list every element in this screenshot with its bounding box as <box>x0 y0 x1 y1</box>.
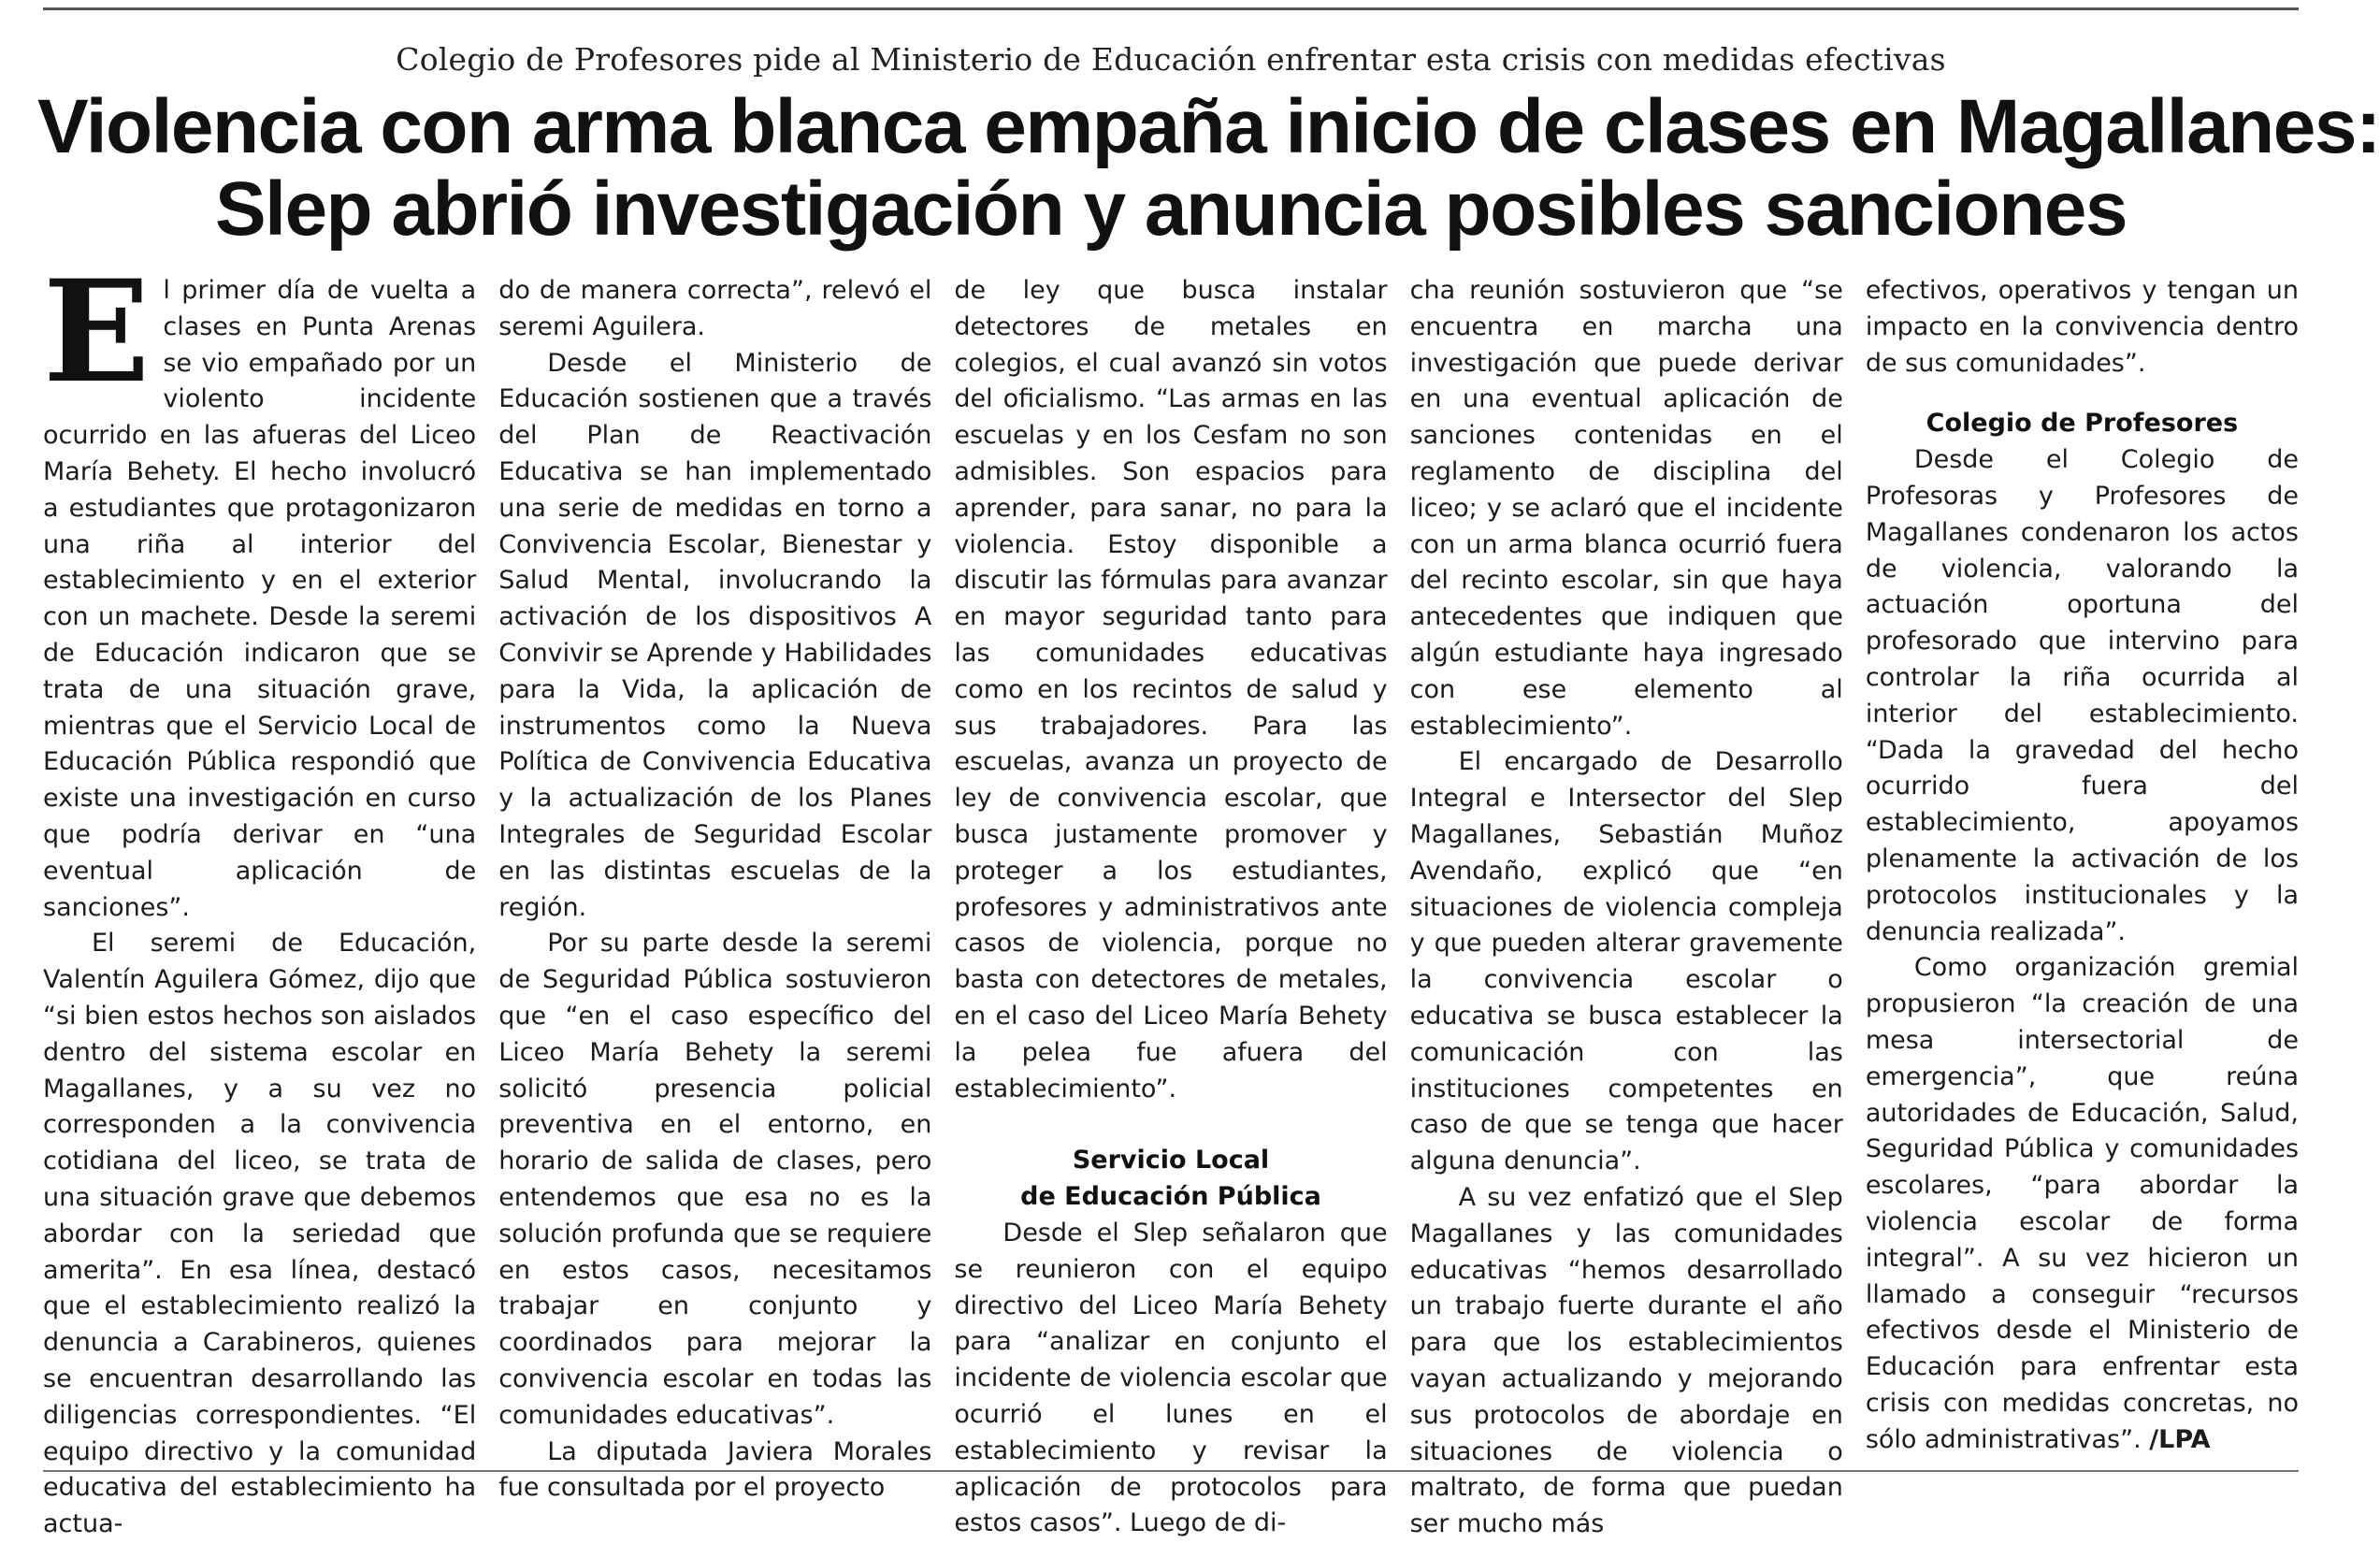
paragraph: de ley que busca instalar detectores de metales en colegios, el cual avanzó sin votos del oficialismo. “Las armas en las escuelas y en los Cesfam no son admisibles. Son espacios para aprender, para sanar, no para la violencia. Estoy disponible a discutir las fórmulas para avanzar en mayor seguridad tanto para las comunidades educativas como en los recintos de salud y sus trabajadores. Para las escuelas, avanza un proyecto de ley de convivencia escolar, que busca justamente promover y proteger a los estudiantes, profesores y administrativos ante casos de violencia, porque no basta con detectores de metales, en el caso del Liceo María Behety la pelea fue afuera del establecimiento”. <box>954 276 1388 1103</box>
paragraph: A su vez enfatizó que el Slep Magallanes y las comunidades educativas “hemos desarrollado un trabajo fuerte durante el año para que los establecimientos vayan actualizando y mejorando sus protocolos de abordaje en situaciones de violencia o maltrato, de forma que puedan ser mucho más <box>1409 1182 1843 1539</box>
paragraph: El encargado de Desarrollo Integral e Intersector del Slep Magallanes, Sebastián Muñoz Avendaño, explicó que “en situaciones de violencia compleja y que pueden alterar gravemente la convivencia escolar o educativa se busca establecer la comunicación con las instituciones competentes en caso de que se tenga que hacer alguna denuncia”. <box>1409 747 1843 1176</box>
paragraph: Desde el Ministerio de Educación sostienen que a través del Plan de Reactivación Educativa se han implementado una serie de medidas en torno a Convivencia Escolar, Bienestar y Salud Mental, involucrando la activación de los dispositivos A Convivir se Aprende y Habilidades para la Vida, la aplicación de instrumentos como la Nueva Política de Convivencia Educativa y la actualización de los Planes Integrales de Seguridad Escolar en las distintas escuelas de la región. <box>498 348 932 922</box>
headline-line-2: Slep abrió investigación y anuncia posibles sanciones <box>214 166 2128 252</box>
paragraph: La diputada Javiera Morales fue consultada por el proyecto <box>498 1436 932 1503</box>
paragraph <box>1866 950 2299 1458</box>
author-signature: /LPA <box>2149 1424 2211 1454</box>
column-5 <box>1866 273 2299 1453</box>
paragraph-text: Como organización gremial propusieron “la creación de una mesa intersectorial de emergencia”, que reúna autoridades de Educación, Salud, Seguridad Pública y comunidades escolares, “para abordar la violencia escolar de forma integral”. A su vez hicieron un llamado a conseguir “recursos efectivos desde el Ministerio de Educación para enfrentar esta crisis con medidas concretas, no sólo administrativas”. <box>1865 953 2300 1454</box>
column-2 <box>498 273 932 1503</box>
paragraph: Desde el Slep señalaron que se reunieron con el equipo directivo del Liceo María Behety para “analizar en conjunto el incidente de violencia escolar que ocurrió el lunes en el establecimiento y revisar la aplicación de protocolos para estos casos”. Luego de di- <box>954 1218 1388 1538</box>
top-rule <box>43 7 2299 10</box>
paragraph: El seremi de Educación, Valentín Aguilera Gómez, dijo que “si bien estos hechos son aislados dentro del sistema escolar en Magallanes, y a su vez no corresponden a la convivencia cotidiana del liceo, se trata de una situación grave que debemos abordar con la seriedad que amerita”. En esa línea, destacó que el establecimiento realizó la denuncia a Carabineros, quienes se encuentran desarrollando las diligencias correspondientes. “El equipo directivo y la comunidad educativa del establecimiento ha actua- <box>43 929 477 1539</box>
column-1 <box>43 250 477 1539</box>
bottom-rule <box>43 1470 2299 1472</box>
column-4 <box>1409 273 1843 1539</box>
subhead-colegio-de-profesores: Colegio de Profesores <box>1926 409 2239 439</box>
headline <box>37 84 2380 252</box>
drop-cap: E <box>43 250 151 414</box>
kicker: Colegio de Profesores pide al Ministerio de Educación enfrentar esta crisis con medidas efectivas <box>396 41 1946 78</box>
paragraph: Por su parte desde la seremi de Seguridad Pública sostuvieron que “en el caso específico del Liceo María Behety la seremi solicitó presencia policial preventiva en el entorno, en horario de salida de clases, pero entendemos que esa no es la solución profunda que se requiere en estos casos, necesitamos trabajar en conjunto y coordinados para mejorar la convivencia escolar en todas las comunidades educativas”. <box>498 929 932 1430</box>
paragraph: cha reunión sostuvieron que “se encuentra en marcha una investigación que puede derivar en una eventual aplicación de sanciones contenidas en el reglamento de disciplina del liceo; y se aclaró que el incidente con un arma blanca ocurrió fuera del recinto escolar, sin que haya antecedentes que indiquen que algún estudiante haya ingresado con ese elemento al establecimiento”. <box>1409 276 1843 741</box>
subhead-servicio-local <box>954 1143 1387 1216</box>
paragraph: efectivos, operativos y tengan un impacto en la convivencia dentro de sus comunidades”. <box>1865 276 2300 378</box>
column-3 <box>954 273 1388 1538</box>
headline-line-1: Violencia con arma blanca empaña inicio de clases en Magallanes: <box>37 84 2380 169</box>
paragraph-text: l primer día de vuelta a clases en Punta Arenas se vio empañado por un violento incidente ocurrido en las afueras del Liceo María Behety. El hecho involucró a estudiantes que protagonizaron una riña al interior del establecimiento y en el exterior con un machete. Desde la seremi de Educación indicaron que se trata de una situación grave, mientras que el Servicio Local de Educación Pública respondió que existe una investigación en curso que podría derivar en “una eventual aplicación de sanciones”. <box>43 276 477 922</box>
subhead-line-1: Servicio Local <box>1072 1146 1270 1175</box>
article-body <box>43 250 2300 1539</box>
paragraph <box>43 250 477 926</box>
paragraph: Desde el Colegio de Profesoras y Profesores de Magallanes condenaron los actos de violencia, valorando la actuación oportuna del profesorado que intervino para controlar la riña ocurrida al interior del establecimiento. “Dada la gravedad del hecho ocurrido fuera del establecimiento, apoyamos plenamente la activación de los protocolos institucionales y la denuncia realizada”. <box>1865 445 2300 946</box>
subhead-line-2: de Educación Pública <box>1020 1182 1321 1212</box>
paragraph: do de manera correcta”, relevó el seremi Aguilera. <box>498 276 932 341</box>
